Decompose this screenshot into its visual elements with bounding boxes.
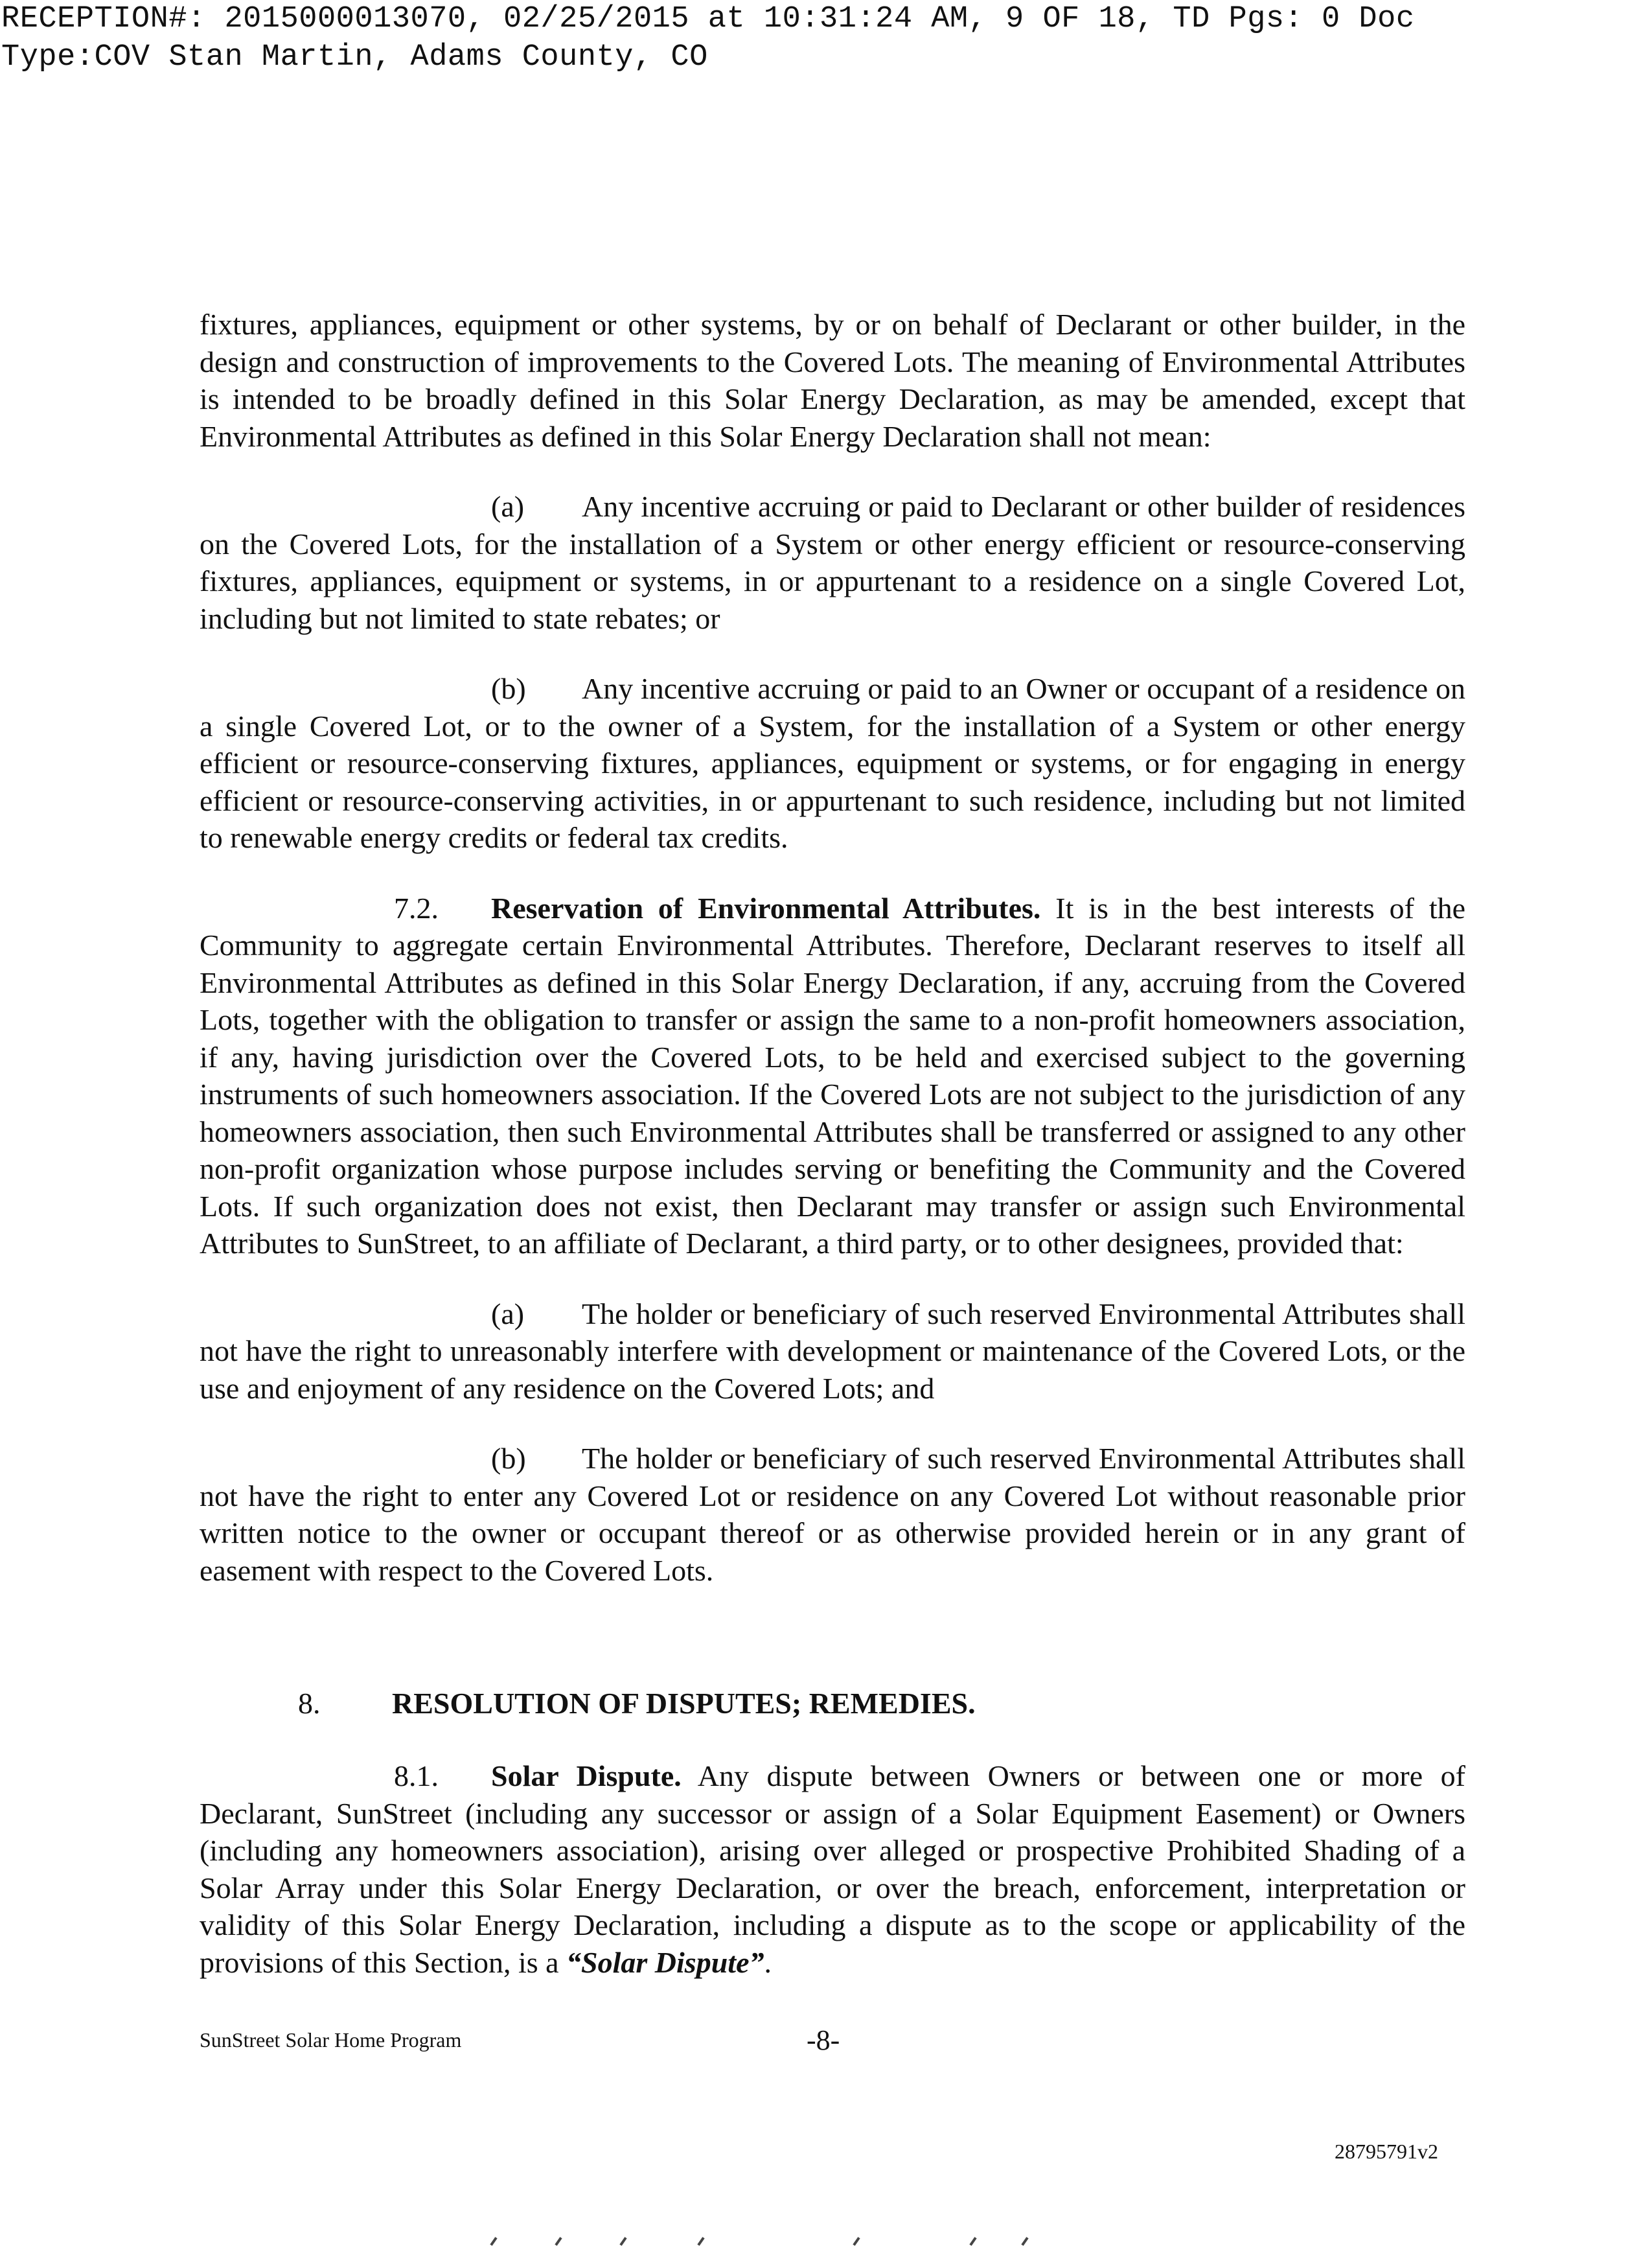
- scan-mark: [619, 2237, 626, 2246]
- scan-mark: [1021, 2237, 1028, 2246]
- scan-mark: [490, 2237, 497, 2246]
- recording-header-line-2: Type:COV Stan Martin, Adams County, CO: [1, 40, 708, 75]
- scan-mark: [697, 2237, 704, 2246]
- section-7-2-text: It is in the best interests of the Community to aggregate certain Environmental Attributes. Therefore, Declarant reserves to itself all Environmental Attributes as defined in this Solar Energy Declaration, if any, accruing from the Covered Lots, together with the obligation to transfer or assign the same to a non-profit homeowners association, if any, having jurisdiction over the Covered Lots, to be held and exercised subject to the governing instruments of such homeowners association. If the Covered Lots are not subject to the jurisdiction of any homeowners association, then such Environmental Attributes shall be transferred or assigned to any other non-profit organization whose purpose includes serving or benefiting the Community and the Covered Lots. If such organization does not exist, then Declarant may transfer or assign such Environmental Attributes to SunStreet, to an affiliate of Declarant, a third party, or to other designees, provided that:: [200, 891, 1466, 1260]
- solar-dispute-term: “Solar Dispute”: [566, 1945, 764, 1979]
- section-8-body: [200, 1757, 1465, 1981]
- exclusion-item-a-label: (a): [491, 490, 525, 523]
- section-7-2-number: 7.2.: [394, 891, 439, 925]
- section-7-2: [200, 890, 1465, 1262]
- reservation-item-a-text: The holder or beneficiary of such reserved Environmental Attributes shall not have the right to unreasonably interfere with development or maintenance of the Covered Lots, or the use and enjoyment of any residence on the Covered Lots; and: [200, 1297, 1465, 1405]
- reservation-item-b-text: The holder or beneficiary of such reserved Environmental Attributes shall not have the right to enter any Covered Lot or residence on any Covered Lot without reasonable prior written notice to the owner or occupant thereof or as otherwise provided herein or in any grant of easement with respect to the Covered Lots.: [200, 1442, 1465, 1587]
- section-8-title: RESOLUTION OF DISPUTES; REMEDIES.: [392, 1687, 976, 1720]
- section-8-1-number: 8.1.: [394, 1759, 439, 1792]
- recording-header-line-1: RECEPTION#: 2015000013070, 02/25/2015 at 10:31:24 AM, 9 OF 18, TD Pgs: 0 Doc: [1, 2, 1415, 36]
- exclusion-item-b-text: Any incentive accruing or paid to an Owner or occupant of a residence on a single Covered Lot, or to the owner of a System, for the installation of a System or other energy efficient or resource-conserving fixtures, appliances, equipment or systems, or for engaging in energy efficient or resource-conserving activities, in or appurtenant to such residence, including but not limited to renewable energy credits or federal tax credits.: [200, 672, 1465, 854]
- reservation-item-a-label: (a): [491, 1297, 525, 1330]
- exclusion-item-b-label: (b): [491, 672, 526, 705]
- footer-program-name: SunStreet Solar Home Program: [200, 2028, 462, 2052]
- section-8-1-end: .: [764, 1945, 772, 1979]
- reservation-item-b: [200, 1440, 1465, 1589]
- reservation-item-a: [200, 1295, 1465, 1407]
- scan-mark: [853, 2237, 860, 2246]
- reservation-item-b-label: (b): [491, 1442, 526, 1475]
- recording-header: [1, 0, 1415, 76]
- section-8-1-title: Solar Dispute.: [491, 1759, 682, 1792]
- exclusion-item-a-text: Any incentive accruing or paid to Declarant or other builder of residences on the Covered Lots, for the installation of a System or other energy efficient or resource-conserving fixtures, appliances, equipment or systems, in or appurtenant to a residence on a single Covered Lot, including but not limited to state rebates; or: [200, 490, 1465, 635]
- section-7-2-title: Reservation of Environmental Attributes.: [491, 891, 1041, 925]
- section-8-1: [200, 1757, 1465, 1981]
- section-8-1-text: Any dispute between Owners or between one or more of Declarant, SunStreet (including any successor or assign of a Solar Equipment Easement) or Owners (including any homeowners association), arising over alleged or prospective Prohibited Shading of a Solar Array under this Solar Energy Declaration, or over the breach, enforcement, interpretation or validity of this Solar Energy Declaration, including a dispute as to the scope or applicability of the provisions of this Section, is a: [200, 1759, 1465, 1979]
- scan-artifacts: [0, 2237, 1652, 2250]
- section-8-heading: [298, 1685, 976, 1722]
- footer-document-id: 28795791v2: [1335, 2140, 1438, 2163]
- section-8-number: 8.: [298, 1687, 321, 1720]
- scan-mark: [555, 2237, 562, 2246]
- scan-mark: [969, 2237, 976, 2246]
- intro-paragraph: fixtures, appliances, equipment or other systems, by or on behalf of Declarant or other builder, in the design and construction of improvements to the Covered Lots. The meaning of Environmental Attributes is intended to be broadly defined in this Solar Energy Declaration, as may be amended, except that Environmental Attributes as defined in this Solar Energy Declaration shall not mean:: [200, 308, 1465, 453]
- footer-page-number: -8-: [807, 2024, 840, 2056]
- exclusion-item-a: [200, 488, 1465, 637]
- exclusion-item-b: [200, 670, 1465, 857]
- document-body: [200, 306, 1465, 1589]
